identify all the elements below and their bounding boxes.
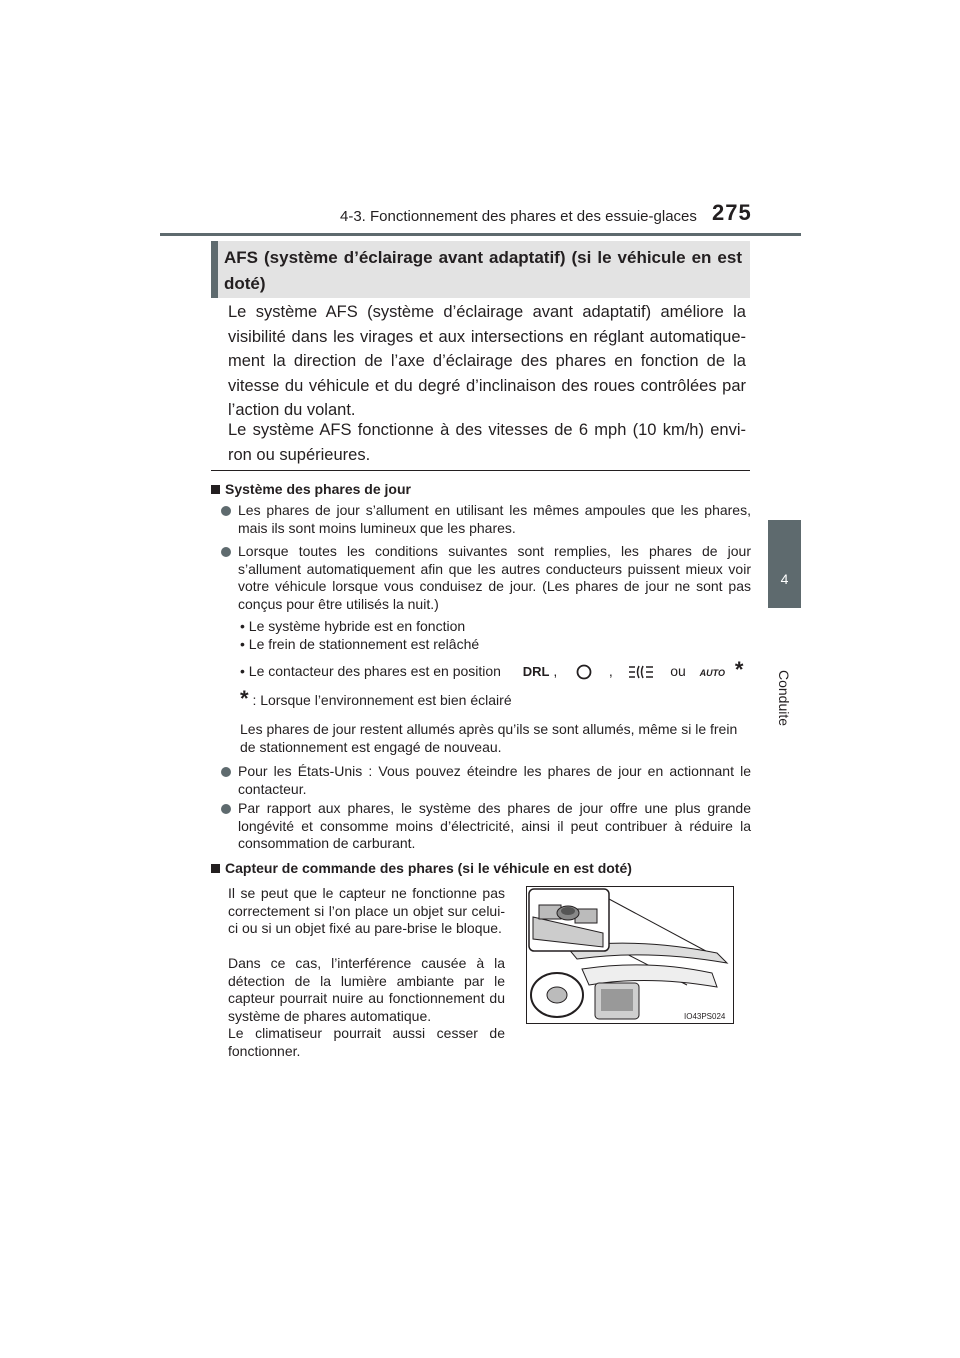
sensor-heading: Capteur de commande des phares (si le véhicule en est doté): [211, 860, 751, 878]
chapter-label-text: Conduite: [776, 669, 792, 727]
list-item: Pour les États-Unis : Vous pouvez éteindre les phares de jour en actionnant le contacteur.: [221, 763, 751, 798]
chapter-tab: [768, 520, 801, 608]
condition-item: • Le frein de stationnement est relâché: [240, 636, 480, 652]
drl-note: Les phares de jour restent allumés après qu’ils se sont allumés, même si le frein de stationnement est engagé de nouveau.: [240, 721, 738, 755]
bullet-icon: [221, 767, 231, 777]
header-rule: [160, 233, 801, 236]
condition-item-switch: • Le contacteur des phares est en position DRL , , ou AUTO *: [240, 657, 744, 682]
sensor-illustration: [526, 886, 734, 1024]
illustration-code: IO43PS024: [684, 1012, 726, 1021]
sensor-text-1: Il se peut que le capteur ne fonctionne pas correctement si l’on place un objet sur celui-ci ou si un objet fixé au pare-brise le bloque.: [228, 885, 505, 936]
list-item: Lorsque toutes les conditions suivantes sont remplies, les phares de jour s’allument automatiquement afin que les autres conducteurs puissent mieux voir votre véhicule lorsque vous conduisez de jour. (Les phares de jour ne sont pas conçus pour être utilisés la nuit.): [221, 543, 751, 613]
bullet-icon: [221, 547, 231, 557]
list-item: Par rapport aux phares, le système des phares de jour offre une plus grande longévité et consomme moins d’électricité, ainsi il peut contribuer à réduire la consommation de carburant.: [221, 800, 751, 853]
parking-light-icon: [575, 663, 593, 681]
sensor-text-3: Le climatiseur pourrait aussi cesser de fonctionner.: [228, 1025, 505, 1059]
section-title-bar: [211, 241, 218, 298]
drl-label: DRL: [522, 664, 550, 679]
afs-speed-note: Le système AFS fonctionne à des vitesses de 6 mph (10 km/h) envi-ron ou supérieures.: [228, 421, 746, 464]
asterisk: *: [240, 686, 249, 711]
drl-heading: Système des phares de jour: [211, 481, 751, 499]
header-section-title: 4-3. Fonctionnement des phares et des essuie-glaces: [340, 208, 697, 225]
headlight-icon: [628, 664, 654, 680]
sensor-text-2: Dans ce cas, l’interférence causée à la détection de la lumière ambiante par le capteur pourrait nuire au fonctionnement du système de phares automatique.: [228, 955, 505, 1024]
auto-label: AUTO: [699, 668, 725, 678]
square-bullet-icon: [211, 864, 220, 873]
chapter-number: 4: [780, 571, 789, 587]
asterisk: *: [734, 657, 744, 682]
section-divider: [211, 470, 750, 471]
square-bullet-icon: [211, 485, 220, 494]
chapter-label: [772, 658, 796, 738]
list-item: Les phares de jour s’allument en utilisant les mêmes ampoules que les phares, mais ils sont moins lumineux que les phares.: [221, 502, 751, 537]
condition-item: • Le système hybride est en fonction: [240, 618, 466, 634]
footnote: * : Lorsque l’environnement est bien éclairé: [240, 686, 512, 711]
dashboard-drawing: [527, 887, 733, 1023]
bullet-icon: [221, 804, 231, 814]
afs-description: Le système AFS (système d’éclairage avant adaptatif) améliore la visibilité dans les virages et aux intersections en réglant automatique-ment la direction de l’axe d’éclairage des phares en fonction de la vitesse du véhicule et du degré d’inclinaison des roues contrôlées par l’action du volant.: [228, 303, 746, 419]
bullet-icon: [221, 506, 231, 516]
section-title: AFS (système d’éclairage avant adaptatif) (si le véhicule en est doté): [224, 248, 742, 293]
page-number: 275: [712, 200, 752, 225]
